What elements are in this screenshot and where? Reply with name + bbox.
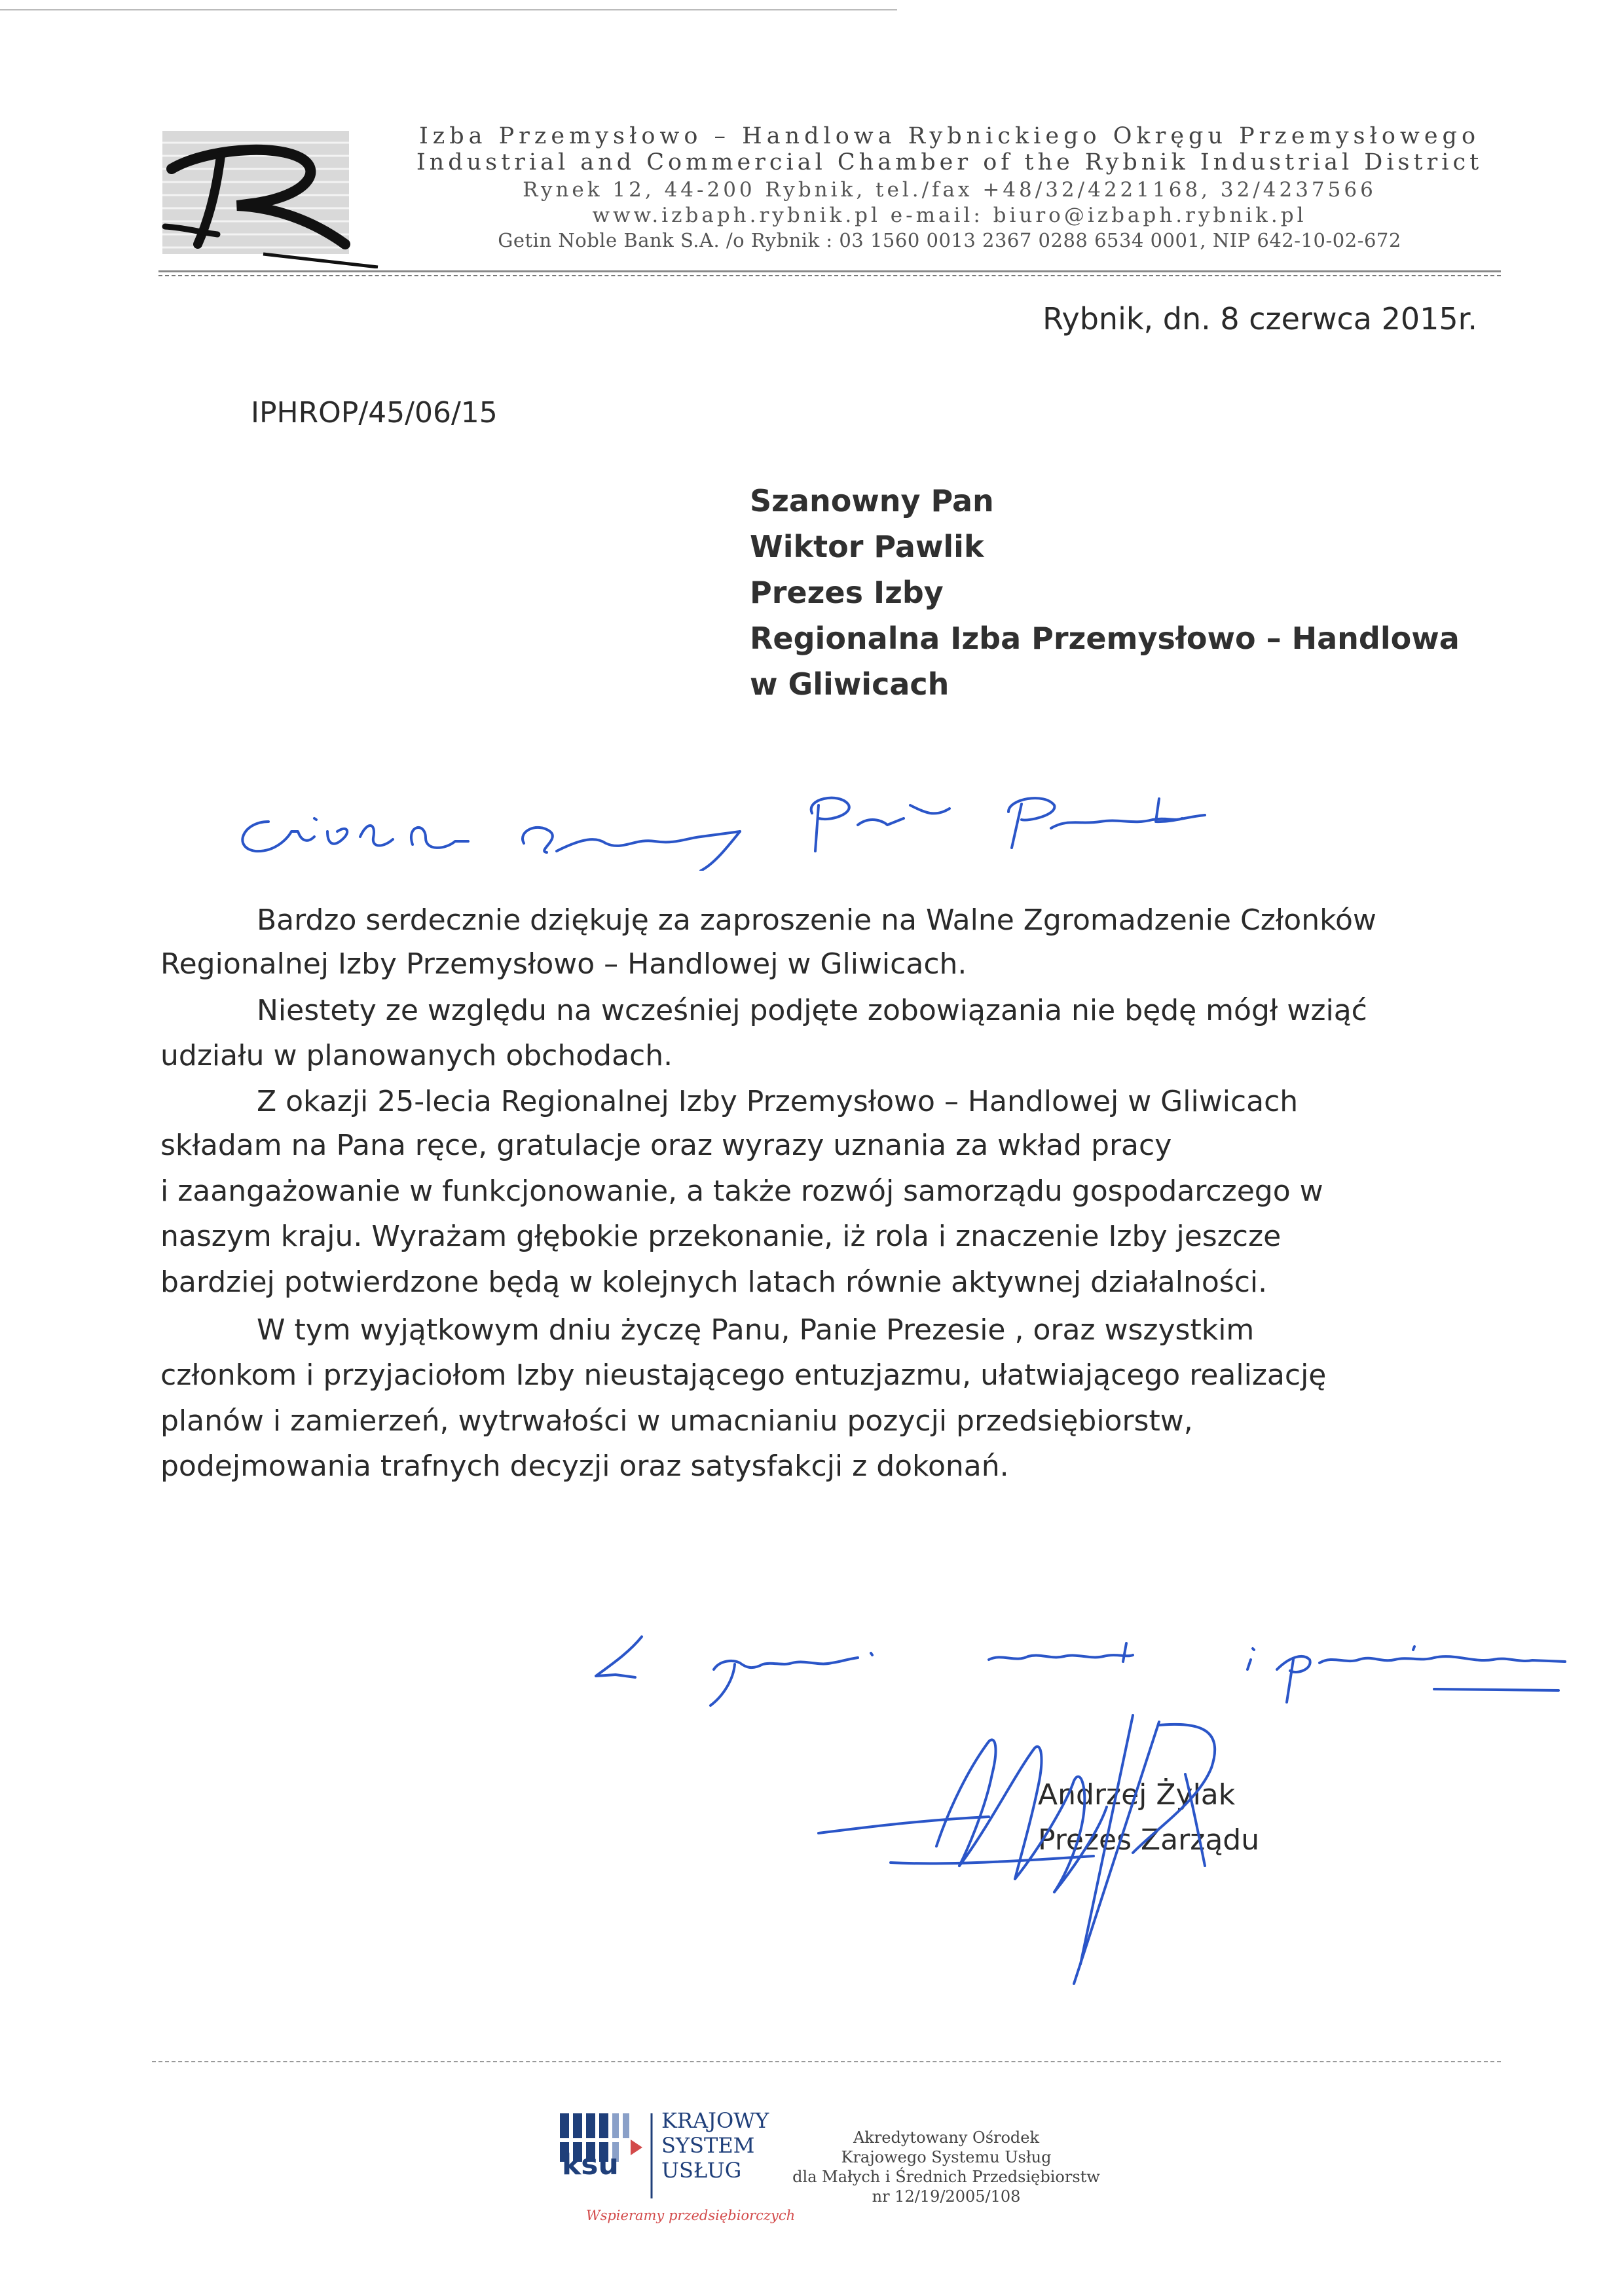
body-line: podejmowania trafnych decyzji oraz satysfakcji z dokonań.: [160, 1449, 1009, 1483]
signature-scribble: [792, 1696, 1356, 1997]
body-line: Regionalnej Izby Przemysłowo – Handlowej w Gliwicach.: [160, 947, 967, 981]
accreditation-line: nr 12/19/2005/108: [872, 2187, 1021, 2206]
letterhead-web-email: www.izbaph.rybnik.pl e-mail: biuro@izbaph.rybnik.pl: [592, 204, 1307, 227]
accreditation-line: Krajowego Systemu Usług: [841, 2148, 1052, 2166]
letterhead-name-en: Industrial and Commercial Chamber of the Rybnik Industrial District: [416, 149, 1483, 175]
chamber-logo: [158, 130, 381, 268]
ksu-word-1: KRAJOWY: [661, 2108, 769, 2133]
letterhead-divider: [158, 270, 1501, 272]
recipient-city: w Gliwicach: [750, 666, 950, 702]
ksu-word-2: SYSTEM: [661, 2133, 755, 2158]
letterhead-bank: Getin Noble Bank S.A. /o Rybnik : 03 1560 0013 2367 0288 6534 0001, NIP 642-10-02-672: [498, 229, 1401, 251]
ksu-abbreviation: ksu: [562, 2148, 619, 2181]
date-line: Rybnik, dn. 8 czerwca 2015r.: [1043, 301, 1477, 337]
body-line: W tym wyjątkowym dniu życzę Panu, Panie Prezesie , oraz wszystkim: [257, 1313, 1255, 1347]
scan-edge-line: [0, 9, 897, 10]
recipient-title: Prezes Izby: [750, 575, 944, 610]
body-line: bardziej potwierdzone będą w kolejnych latach równie aktywnej działalności.: [160, 1266, 1268, 1299]
letterhead-address: Rynek 12, 44-200 Rybnik, tel./fax +48/32/4221168, 32/4237566: [523, 178, 1376, 202]
body-line: planów i zamierzeń, wytrwałości w umacnianiu pozycji przedsiębiorstw,: [160, 1404, 1193, 1438]
body-line: udziału w planowanych obchodach.: [160, 1039, 673, 1072]
ksu-word-3: USŁUG: [661, 2158, 742, 2183]
handwritten-salutation: [229, 759, 1251, 871]
body-line: członkom i przyjaciołom Izby nieustającego entuzjazmu, ułatwiającego realizację: [160, 1358, 1327, 1392]
recipient-name: Wiktor Pawlik: [750, 529, 984, 564]
body-line: Z okazji 25-lecia Regionalnej Izby Przemysłowo – Handlowej w Gliwicach: [257, 1085, 1299, 1118]
body-line: Niestety ze względu na wcześniej podjęte zobowiązania nie będę mógł wziąć: [257, 994, 1367, 1027]
accreditation-line: dla Małych i Średnich Przedsiębiorstw: [792, 2168, 1100, 2186]
body-line: i zaangażowanie w funkcjonowanie, a także rozwój samorządu gospodarczego w: [160, 1175, 1323, 1208]
body-line: składam na Pana ręce, gratulacje oraz wyrazy uznania za wkład pracy: [160, 1129, 1172, 1162]
signatory-title: Prezes Zarządu: [1038, 1823, 1260, 1857]
signatory-name: Andrzej Żylak: [1038, 1778, 1236, 1812]
letterhead-name-pl: Izba Przemysłowo – Handlowa Rybnickiego Okręgu Przemysłowego: [418, 123, 1481, 149]
body-line: Bardzo serdecznie dziękuję za zaproszenie na Walne Zgromadzenie Członków: [257, 903, 1376, 937]
footer-divider: [152, 2061, 1501, 2062]
recipient-salutation: Szanowny Pan: [750, 483, 994, 519]
letterhead-divider-dashed: [158, 275, 1501, 276]
accreditation-line: Akredytowany Ośrodek: [853, 2128, 1040, 2147]
ksu-tagline: Wspieramy przedsiębiorczych: [586, 2208, 796, 2223]
reference-number: IPHROP/45/06/15: [251, 396, 498, 429]
recipient-organization: Regionalna Izba Przemysłowo – Handlowa: [750, 621, 1460, 656]
body-line: naszym kraju. Wyrażam głębokie przekonanie, iż rola i znaczenie Izby jeszcze: [160, 1220, 1282, 1253]
accreditation-block: [789, 2128, 1103, 2206]
